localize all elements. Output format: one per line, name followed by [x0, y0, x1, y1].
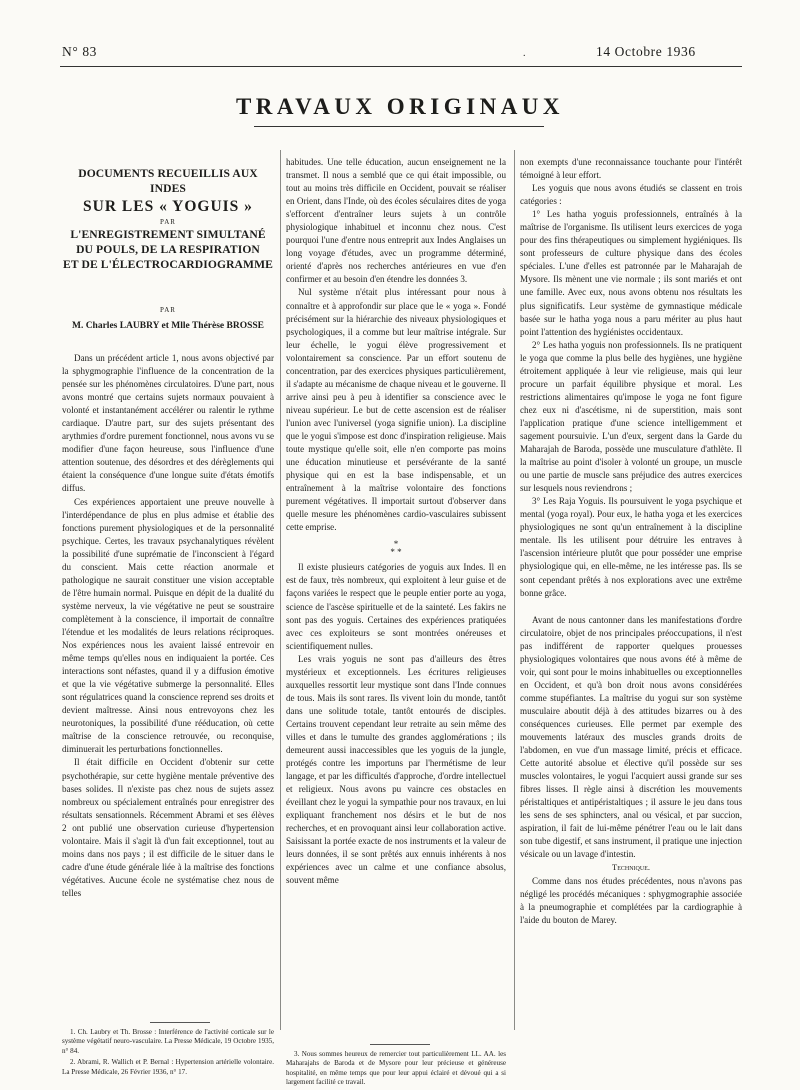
footnote: 1. Ch. Laubry et Th. Brosse : Interférence de l'activité corticale sur le système végétatif neuro-vasculaire. La Presse Médicale, 19 Octobre 1935, n° 84.: [62, 1028, 274, 1055]
authors-par: PAR: [160, 306, 176, 314]
paragraph: habitudes. Une telle éducation, aucun enseignement ne la transmet. Il nous a semblé que ce qui était impossible, ou tout au moins très difficile en Occident, pouvait se réaliser en Orient, dans l'Inde, où des écoles séculaires dites de yoga s'efforcent d'entraîner leurs sujets à un contrôle physiologique inhabituel et inconnu chez nous. C'est pourquoi l'une d'entre nous entreprit aux Indes Anglaises un long voyage d'études, avec un programme déterminé, orienté d'après nos recherches antérieures en vue d'en confirmer et au besoin d'en étendre les données 3.: [286, 157, 506, 285]
paragraph: Ces expériences apportaient une preuve nouvelle à l'interdépendance de plus en plus admise et établie des fonctions purement physiologiques et de la personnalité psychique. Certes, les travaux psychanalytiques révèlent la possibilité d'une suprématie de l'inconscient à l'égard du conscient. Mais cette réaction anormale et pathologique ne saurait constituer une vision acceptable de l'être humain normal. Puisque en dépit de la dualité du système nerveux, la vie végétative ne peut se soustraire complètement à la conscience, il importait de connaître l'étendue et les modalités de leurs relations réciproques. Nos expériences nous les avaient laissé entrevoir en même temps qu'elles nous en indiquaient la portée. Ces interactions sont néfastes, quand il y a diffusion émotive et que la vie végétative submerge la personnalité. Elles sont régulatrices quand la conscience reprend ses droits et devient maîtresse. Ainsi nous entrevoyons chez les neurotoniques, la possibilité d'une rééducation, où cette maîtrise de la conscience retrouvée, ou reconquise, diminuerait les perturbations fonctionnelles.: [62, 496, 274, 755]
separator-star-1: *: [393, 539, 399, 550]
paragraph: Avant de nous cantonner dans les manifestations d'ordre circulatoire, objet de nos principales préoccupations, il n'est pas indifférent de rapporter quelques prouesses physiologiques volontaires que nous avons été à même de voir, qui sont pour le moins inhabituelles ou exceptionnelles en Occident, et qu'à bon droit nous avons considérées comme stupéfiantes. La maîtrise du yogui sur son système musculaire aboutit déjà à des attitudes bizarres ou à des conséquences curieuses. Elle permet par exemple des mouvements latéraux des muscles grands droits de l'abdomen, en vue d'un massage limité, précis et efficace. Cette autorité absolue et élective qu'il possède sur ses muscles volontaires, le yogui l'acquiert aussi grande sur ses fibres lisses. Il règle ainsi à discrétion les mouvements péristaltiques et antipéristaltiques ; il assure le jeu dans tous les sens de ses sphincters, anal ou vésical, et par succion, aspiration, il fait de lui-même pénétrer l'eau ou le lait dans son tube digestif, et sans instrument, il pratique une injection vésicale ou un lavage d'intestin.: [520, 614, 742, 860]
article-title-line-6: ET DE L'ÉLECTROCARDIOGRAMME: [63, 258, 273, 271]
paragraph: 2° Les hatha yoguis non professionnels. Ils ne pratiquent le yoga que comme la plus belle des hygiènes, une hygiène étroitement appliquée à leur vie religieuse, mais qui leur procure un parfait équilibre physique et moral. Les restrictions alimentaires qu'impose le yoga ne font figure chez eux ni d'ascétisme, ni de superstition, mais sont l'application pratique d'une science intelligemment et sagement poursuivie. L'un d'eux, sergent dans la Garde du Maharajah de Baroda, possède une musculature d'athlète. Il la maîtrise au point d'isoler à volonté un groupe, un muscle ou une partie de muscle sans préjudice des autres exercices sur lesquels nous reviendrons ;: [520, 339, 742, 494]
header-rule: [60, 66, 742, 67]
paragraph-gap: [520, 600, 742, 614]
issue-number: N° 83: [62, 44, 98, 59]
section-title: TRAVAUX ORIGINAUX: [235, 94, 565, 119]
paragraph: Dans un précédent article 1, nous avons objectivé par la sphygmographie l'influence de la concentration de la pensée sur les phénomènes circulatoires. D'une part, nous avons montré que certains sujets normaux pouvaient à volonté et instantanément accélérer ou ralentir le rythme cardiaque. D'autre part, sur des sujets présentant des arythmies d'ordre purement fonctionnel, nous avons vu se modifier d'une façon heureuse, sous l'influence d'une attention soutenue, des désordres et des dérèglements qui étaient la conséquence d'une longue suite d'états émotifs diffus.: [62, 353, 274, 494]
article-title-line-1: DOCUMENTS RECUEILLIS AUX INDES: [78, 167, 258, 195]
paragraph: Il existe plusieurs catégories de yoguis aux Indes. Il en est de faux, très nombreux, qui exploitent à leur guise et de façons variées le respect que le peuple entier porte au yoga, science de l'ascèse spirituelle et de la sainteté. Les fakirs ne sont pas des yoguis. Certaines des expériences pratiquées avec ces exploiteurs se sont montrées onéreuses et scientifiquement nulles.: [286, 562, 506, 651]
section-title-rule: [254, 126, 544, 127]
column-2: [286, 156, 506, 888]
column-3: [520, 156, 742, 927]
footnote-rule-1: [150, 1022, 210, 1023]
article-title-line-2: SUR LES « YOGUIS »: [83, 198, 253, 215]
paragraph: Nul système n'était plus intéressant pour nous à connaître et à approfondir sur place que le « yoga ». Fondé précisément sur la hiérarchie des niveaux physiologiques et psychologiques, il a comme but leur maîtrise intégrale. Sur leur échelle, le yogui élève progressivement et volontairement sa conscience. Par un effort soutenu de concentration, par des exercices physiques particulièrement, il s'adapte au mécanisme de chaque niveau et le gouverne. Il arrive ainsi peu à peu à identifier sa conscience avec le niveau supérieur. Le but de cette ascension est de réaliser l'union avec l'universel (yoga signifie union). La discipline que le yogui s'impose est donc d'inspiration religieuse. Mais toute mystique qu'elle soit, elle n'en comporte pas moins une éducation minutieuse et persévérante de la santé physique qui en est la base indispensable, et un entraînement à la maîtrise volontaire des fonctions purement végétatives. Il importait surtout d'observer dans quelle mesure les phénomènes cardio-vasculaires subissent cette emprise.: [286, 287, 506, 533]
paragraph: Les yoguis que nous avons étudiés se classent en trois catégories :: [520, 183, 742, 207]
paragraph: Il était difficile en Occident d'obtenir sur cette psychothérapie, sur cette hygiène mentale préventive des bases solides. Il n'existe pas chez nous de sujets assez nombreux ou spécialement entraînés pour enregistrer des résultats sensationnels. Récemment Abrami et ses élèves 2 ont publié une observation curieuse d'hypertension volontaire. Mais il s'agit là d'un fait exceptionnel, tout au moins dans nos pays ; il est difficile de le situer dans le cadre d'une étude générale liée à la maîtrise des fonctions végétatives. Aucune école ne systématise chez nous de telles: [62, 757, 274, 898]
column-rule-1: [280, 150, 281, 1030]
issue-date: 14 Octobre 1936: [596, 44, 696, 59]
article-title-line-5: DU POULS, DE LA RESPIRATION: [76, 243, 260, 256]
article-title-line-4: L'ENREGISTREMENT SIMULTANÉ: [70, 228, 266, 241]
footnote: 2. Abrami, R. Wallich et P. Bernal : Hypertension artérielle volontaire. La Presse Médicale, 26 Février 1936, n° 17.: [62, 1058, 274, 1076]
footnotes-column-1: [62, 1028, 274, 1079]
footnotes-column-2: [286, 1050, 506, 1090]
separator-star-2: * *: [390, 547, 402, 558]
header-dot: .: [523, 48, 526, 59]
footnote-rule-2: [370, 1044, 430, 1045]
section-separator: [286, 540, 506, 556]
article-authors: [62, 305, 274, 331]
column-rule-2: [514, 150, 515, 1030]
paragraph: 3° Les Raja Yoguis. Ils poursuivent le yoga psychique et mental (yoga royal). Pour eux, le hatha yoga et les exercices physiologiques ne sont qu'un entraînement à la discipline mentale. Ils les utilisent pour détruire les entraves à l'ascension intérieure plutôt que pour posséder une emprise physiologique qui, en elle-même, ne les intéresse pas. Ils se sont cependant prêtés à nos explorations avec une extrême bonne grâce.: [520, 496, 742, 598]
paragraph: non exempts d'une reconnaissance touchante pour l'intérêt témoigné à leur effort.: [520, 157, 742, 181]
article-title-par: PAR: [160, 218, 176, 226]
authors-names: M. Charles LAUBRY et Mlle Thérèse BROSSE: [71, 321, 265, 331]
footnote: 3. Nous sommes heureux de remercier tout particulièrement LL. AA. les Maharajahs de Baroda et de Mysore pour leur précieuse et généreuse hospitalité, en même temps que pour leur appui éclairé et dévoué qui a si largement facilité ce travail.: [286, 1050, 506, 1087]
article-title: [62, 166, 274, 272]
paragraph: Comme dans nos études précédentes, nous n'avons pas négligé les procédés mécaniques : sphygmographie associée à la pneumographie et complétées par la cardiographie à l'aide du bouton de Marey.: [520, 875, 742, 925]
paragraph: Les vrais yoguis ne sont pas d'ailleurs des êtres mystérieux et exceptionnels. Les écritures religieuses auxquelles ressortit leur mystique sont dans l'Inde connues de tous. Mais ils sont rares. Ils vivent loin du monde, tantôt dans une solitude totale, tantôt entourés de disciples. Certains trouvent cependant leur retraite au sein même des villes et dans le tumulte des grandes agglomérations ; ils demeurent aussi inaccessibles que les yoguis de la jungle, protégés contre les importuns par l'hermétisme de leur langage, et par les difficultés d'approche, d'ordre intellectuel et religieux. Nous avons pu vaincre ces obstacles en éveillant chez le yogui la sympathie pour nos travaux, en lui expliquant franchement nos désirs et le but de nos recherches, et en provoquant ainsi leur collaboration active. Saisissant la portée exacte de nos instruments et la valeur de leurs données, il se sont prêtés aux ennuis inhérents à nos expériences avec un calme et une confiance absolus, souvent même: [286, 653, 506, 886]
paragraph: 1° Les hatha yoguis professionnels, entraînés à la maîtrise de l'organisme. Ils utilisent leurs exercices de yoga pour des fins thérapeutiques ou simplement hygiéniques. Ils sont professeurs de culture physique dans des écoles spéciales. L'une d'elles est patronnée par le Maharajah de Mysore. Ils mènent une vie normale ; ils sont mariés et ont une famille. Avec eux, nous avons obtenu nos résultats les plus significatifs. Leur système de gymnastique médicale basée sur le hatha yoga nous a paru mériter au plus haut point l'attention des hygiénistes occidentaux.: [520, 209, 742, 337]
technique-heading: Technique.: [612, 862, 650, 873]
column-1: [62, 352, 274, 900]
